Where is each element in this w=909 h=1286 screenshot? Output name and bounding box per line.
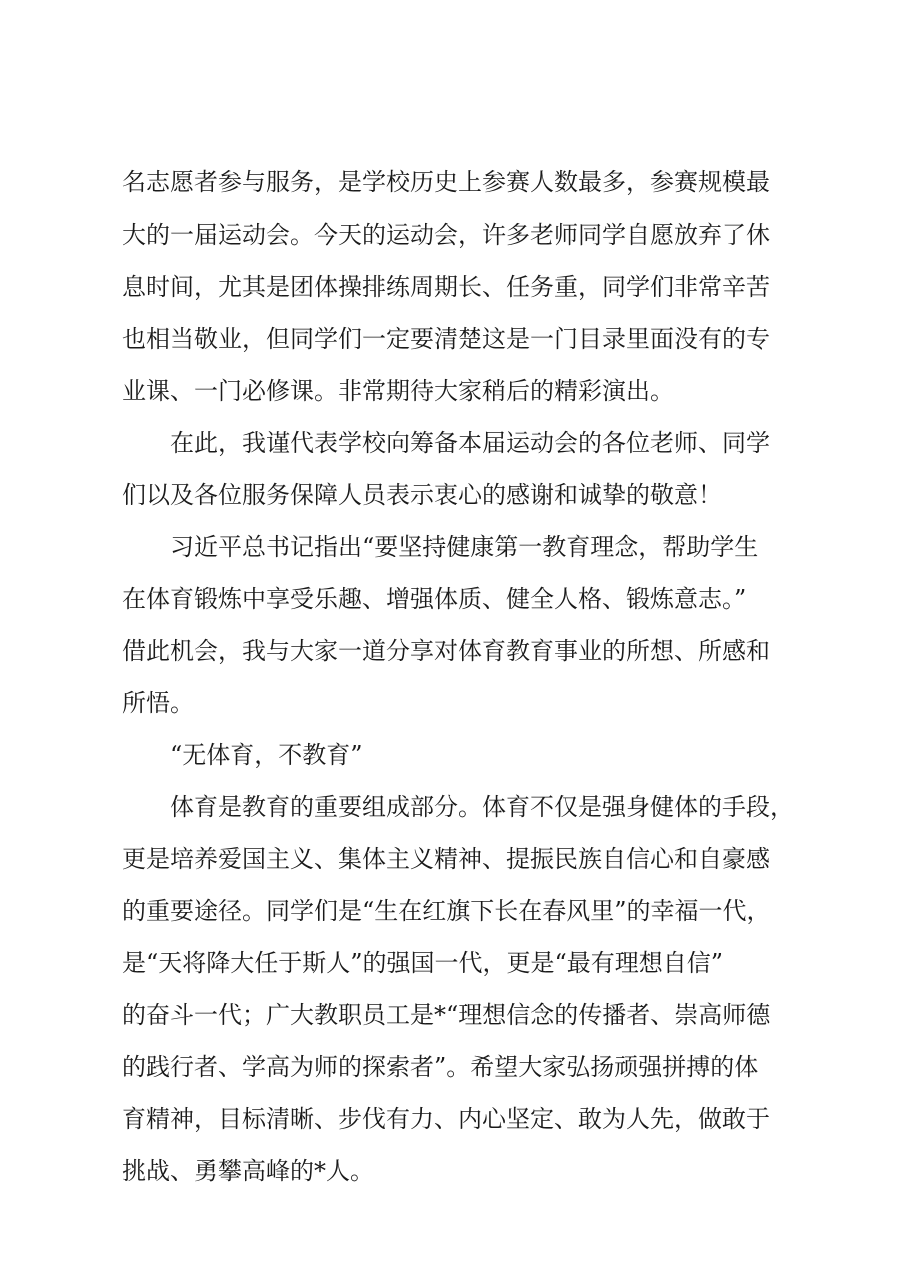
text-line: 们以及各位服务保障人员表示衷心的感谢和诚挚的敬意！ bbox=[122, 481, 722, 509]
text-line: 也相当敬业，但同学们一定要清楚这是一门目录里面没有的专 bbox=[122, 325, 770, 353]
text-line: 名志愿者参与服务，是学校历史上参赛人数最多，参赛规模最 bbox=[122, 168, 770, 196]
text-line: 更是培养爱国主义、集体主义精神、提振民族自信心和自豪感 bbox=[122, 845, 770, 873]
text-line: 挑战、勇攀高峰的*人。 bbox=[122, 1157, 374, 1185]
text-line: 的奋斗一代；广大教职员工是*“理想信念的传播者、崇高师德 bbox=[122, 1001, 771, 1029]
text-line: 在此，我谨代表学校向筹备本届运动会的各位老师、同学 bbox=[170, 429, 770, 457]
text-line: 习近平总书记指出“要坚持健康第一教育理念，帮助学生 bbox=[170, 533, 759, 561]
text-line: 的践行者、学高为师的探索者”。希望大家弘扬顽强拼搏的体 bbox=[122, 1053, 759, 1081]
text-line: 所悟。 bbox=[122, 689, 194, 717]
text-line: 息时间，尤其是团体操排练周期长、任务重，同学们非常辛苦 bbox=[122, 273, 770, 301]
text-line: 是“天将降大任于斯人”的强国一代，更是“最有理想自信” bbox=[122, 949, 724, 977]
text-line: 在体育锻炼中享受乐趣、增强体质、健全人格、锻炼意志。” bbox=[122, 585, 747, 613]
section-heading: “无体育，不教育” bbox=[170, 741, 363, 769]
text-line: 育精神，目标清晰、步伐有力、内心坚定、敢为人先，做敢于 bbox=[122, 1105, 770, 1133]
text-line: 大的一届运动会。今天的运动会，许多老师同学自愿放弃了休 bbox=[122, 221, 770, 249]
text-line: 借此机会，我与大家一道分享对体育教育事业的所想、所感和 bbox=[122, 637, 770, 665]
text-line: 的重要途径。同学们是“生在红旗下长在春风里”的幸福一代， bbox=[122, 897, 771, 925]
text-line: 业课、一门必修课。非常期待大家稍后的精彩演出。 bbox=[122, 377, 674, 405]
text-line: 体育是教育的重要组成部分。体育不仅是强身健体的手段， bbox=[170, 793, 794, 821]
